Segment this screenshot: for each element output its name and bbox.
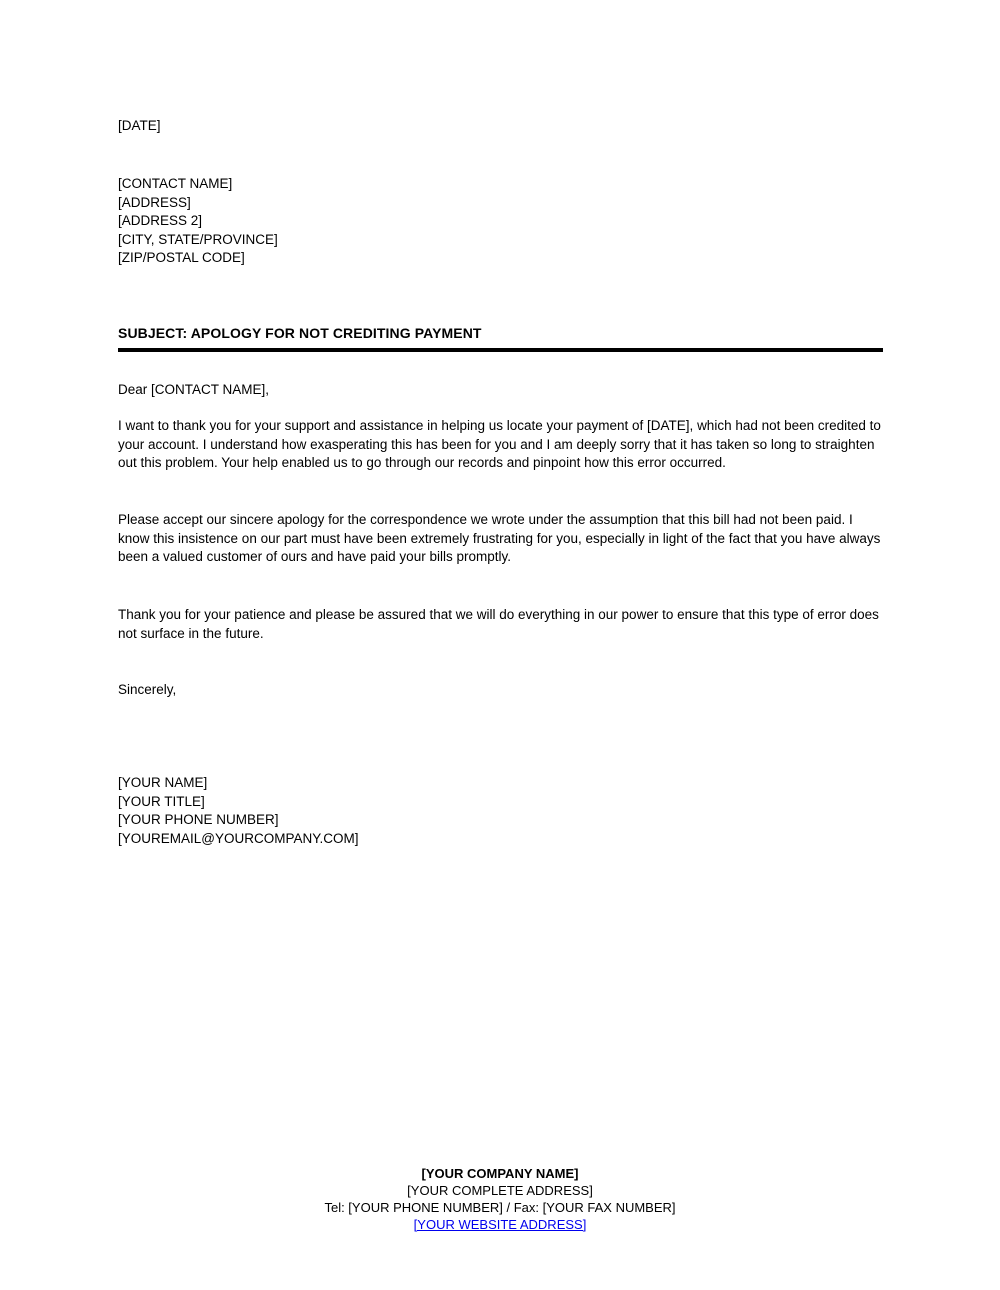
footer-address: [YOUR COMPLETE ADDRESS] [407, 1183, 593, 1198]
body-paragraph-3: Thank you for your patience and please be assured that we will do everything in our power to ensure that this type of error does not surface in the future. [118, 607, 879, 641]
body-paragraph-2: Please accept our sincere apology for the correspondence we wrote under the assumption that this bill had not been paid. I know this insistence on our part must have been extremely frustrating for you, especially in light of the fact that you have always been a valued customer of ours and have paid your bills promptly. [118, 512, 881, 565]
footer-website-link[interactable]: [YOUR WEBSITE ADDRESS] [413, 1217, 587, 1232]
footer-tel-fax: Tel: [YOUR PHONE NUMBER] / Fax: [YOUR FAX NUMBER] [324, 1200, 676, 1215]
subject-line: SUBJECT: APOLOGY FOR NOT CREDITING PAYMENT [118, 325, 482, 341]
recipient-address-2: [ADDRESS 2] [118, 213, 203, 229]
footer [0, 1165, 1000, 1233]
subject-divider-rule [118, 348, 883, 352]
footer-company-name: [YOUR COMPANY NAME] [421, 1166, 579, 1181]
body-paragraph-1: I want to thank you for your support and assistance in helping us locate your payment of [DATE], which had not been credited to your account. I understand how exasperating this has been for you and I am deeply sorry that it has taken so long to straighten out this problem. Your help enabled us to go through our records and pinpoint how this error occurred. [118, 418, 881, 471]
closing: Sincerely, [118, 682, 177, 697]
date-line: [DATE] [118, 118, 161, 133]
recipient-contact-name: [CONTACT NAME] [118, 176, 233, 191]
recipient-block [118, 175, 883, 268]
signature-email: [YOUREMAIL@YOURCOMPANY.COM] [118, 830, 359, 846]
signature-name: [YOUR NAME] [118, 775, 208, 790]
recipient-city-state-province: [CITY, STATE/PROVINCE] [118, 231, 278, 247]
recipient-address: [ADDRESS] [118, 194, 191, 210]
salutation: Dear [CONTACT NAME], [118, 382, 270, 397]
signature-block [118, 774, 883, 848]
recipient-zip-postal-code: [ZIP/POSTAL CODE] [118, 250, 245, 266]
signature-title: [YOUR TITLE] [118, 793, 205, 809]
signature-phone: [YOUR PHONE NUMBER] [118, 812, 279, 828]
